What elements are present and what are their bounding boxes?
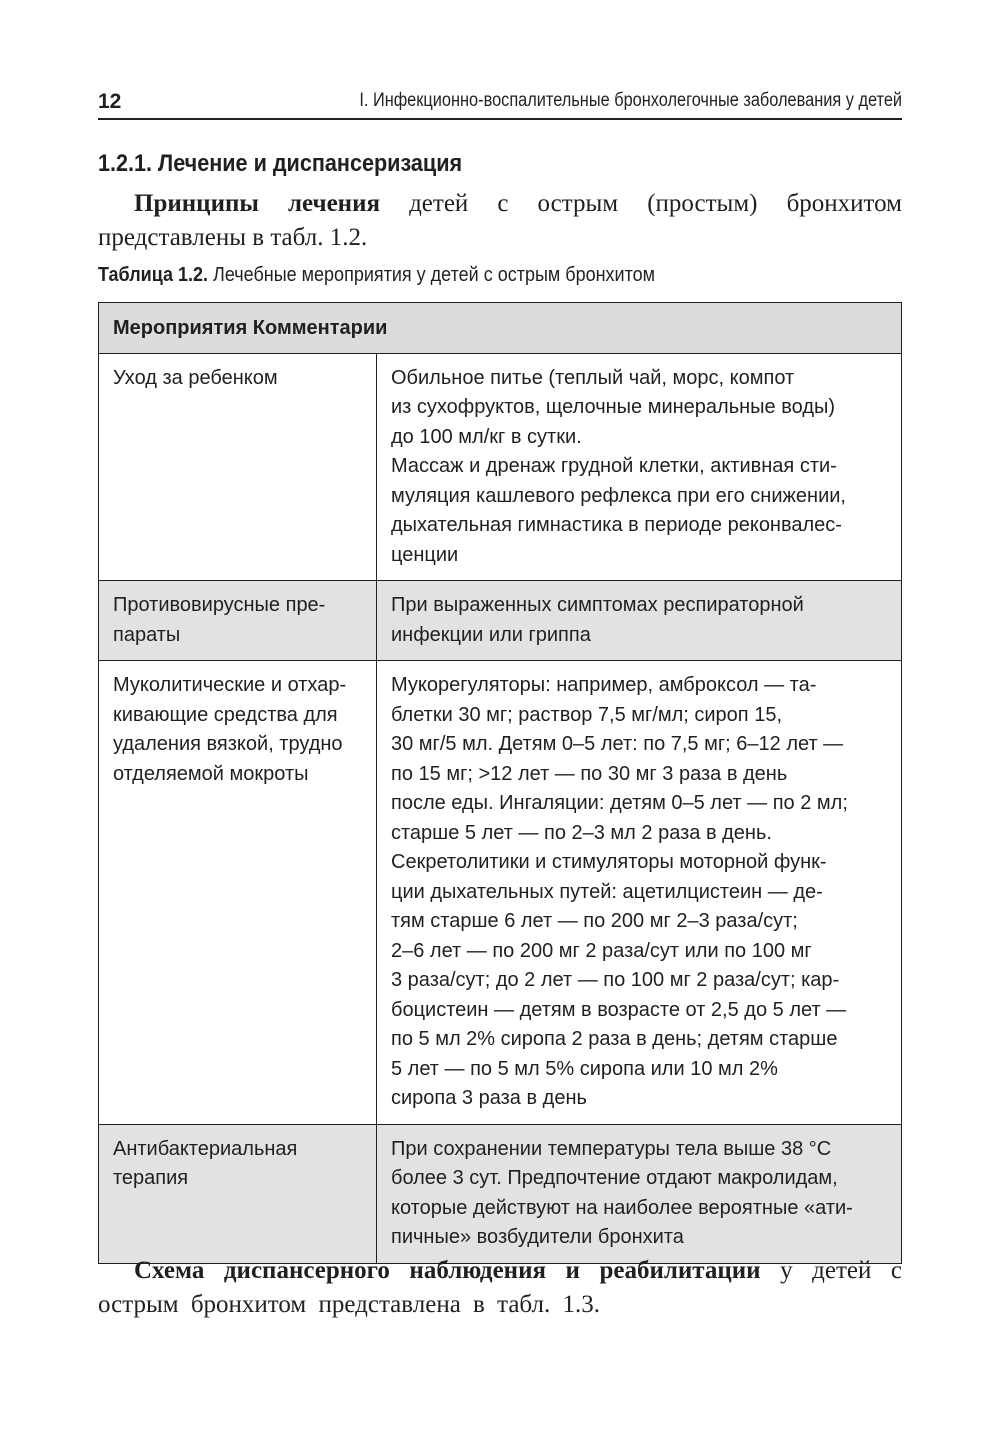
running-head [98, 88, 902, 120]
table-caption-text: Лечебные мероприятия у детей с острым бронхитом [208, 264, 656, 286]
closing-paragraph-bold: Схема диспансерного наблюдения и реабилитации [134, 1257, 761, 1284]
table-row [99, 1124, 902, 1263]
closing-paragraph-text: у детей с острым бронхитом представлена в табл. 1.3. [98, 1257, 902, 1318]
closing-paragraph [98, 1254, 902, 1322]
measure-cell: Противовирусные пре- параты [113, 594, 326, 646]
table-row [99, 661, 902, 1125]
intro-paragraph-bold: Принципы лечения [134, 190, 380, 217]
comment-cell: При сохранении температуры тела выше 38 °C более 3 сут. Предпочтение отдают макролидам, которые действуют на наиболее вероятные «ати- пичные» возбудители бронхита [391, 1137, 853, 1248]
table-row [99, 581, 902, 661]
page-number: 12 [98, 90, 122, 113]
section-heading: 1.2.1. Лечение и диспансеризация [98, 150, 463, 177]
comment-cell: Мукорегуляторы: например, амброксол — та- блетки 30 мг; раствор 7,5 мг/мл; сироп 15, 30 мг/5 мл. Детям 0–5 лет: по 7,5 мг; 6–12 лет — по 15 мг; >12 лет — по 30 мг 3 раза в день после еды. Ингаляции: детям 0–5 лет — по 2 мл; старше 5 лет — по 2–3 мл 2 раза в день. Секретолитики и стимуляторы моторной функ- ции дыхательных путей: ацетилцистеин — де- тям старше 6 лет — по 200 мг 2–3 раза/сут; 2–6 лет — по 200 мг 2 раза/сут или по 100 мг 3 раза/сут; до 2 лет — по 100 мг 2 раза/сут; кар- боцистеин — детям в возрасте от 2,5 до 5 лет — по 5 мл 2% сиропа 2 раза в день; детям старше 5 лет — по 5 мл 5% сиропа или 10 мл 2% сиропа 3 раза в день [391, 674, 848, 1109]
treatment-table [98, 302, 902, 1264]
measure-cell: Антибактериальная терапия [113, 1137, 298, 1189]
comment-cell: При выраженных симптомах респираторной инфекции или гриппа [391, 594, 804, 646]
table-header-row [99, 303, 902, 354]
measure-cell: Уход за ребенком [113, 366, 278, 389]
comment-cell: Обильное питье (теплый чай, морс, компот из сухофруктов, щелочные минеральные воды) до 100 мл/кг в сутки. Массаж и дренаж грудной клетки, активная сти- муляция кашлевого рефлекса при его снижении, дыхательная гимнастика в периоде реконвалес- ценции [391, 366, 846, 566]
intro-paragraph [98, 187, 902, 255]
running-title: I. Инфекционно-воспалительные бронхолегочные заболевания у детей [359, 90, 902, 111]
table-row [99, 353, 902, 581]
table-caption [98, 264, 655, 287]
table-caption-label: Таблица 1.2. [98, 264, 209, 286]
table-header: Мероприятия Комментарии [99, 303, 902, 354]
measure-cell: Муколитические и отхар- кивающие средства для удаления вязкой, трудно отделяемой мокроты [113, 674, 347, 785]
intro-paragraph-text: детей с острым (простым) бронхитом представлены в табл. 1.2. [98, 190, 902, 251]
